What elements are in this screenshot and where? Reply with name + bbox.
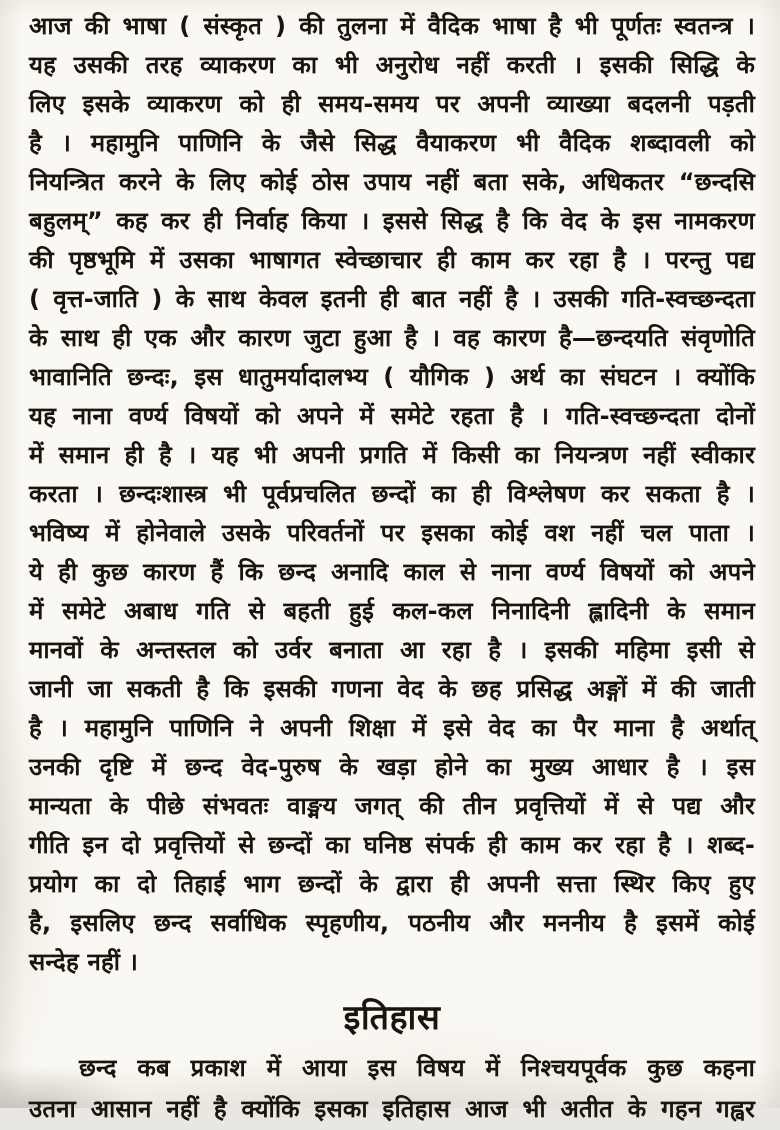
text-line: यह उसकी तरह व्याकरण का भी अनुरोध नहीं करती । इसकी सिद्धि के [29, 51, 755, 79]
text-line: यह नाना वर्ण्य विषयों को अपने में समेटे रहता है । गति-स्वच्छन्दता दोनों [29, 402, 755, 430]
text-line: की पृष्ठभूमि में उसका भाषागत स्वेच्छाचार ही काम कर रहा है । परन्तु पद्य [29, 246, 755, 274]
text-line: है । महामुनि पाणिनि ने अपनी शिक्षा में इसे वेद का पैर माना है अर्थात् [29, 714, 755, 742]
text-line: ये ही कुछ कारण हैं कि छन्द अनादि काल से नाना वर्ण्य विषयों को अपने [29, 558, 755, 586]
text-line: गीति इन दो प्रवृत्तियों से छन्दों का घनिष्ठ संपर्क ही काम कर रहा है । शब्द- [29, 831, 755, 859]
text-line: मान्यता के पीछे संभवतः वाङ्मय जगत् की तीन प्रवृत्तियों में से पद्य और [29, 792, 755, 820]
text-line: है । महामुनि पाणिनि के जैसे सिद्ध वैयाकरण भी वैदिक शब्दावली को [29, 129, 755, 157]
text-line: छन्द कब प्रकाश में आया इस विषय में निश्चयपूर्वक कुछ कहना [79, 1054, 755, 1082]
text-line: है, इसलिए छन्द सर्वाधिक स्पृहणीय, पठनीय और मननीय है इसमें कोई [29, 909, 755, 937]
text-line: जानी जा सकती है कि इसकी गणना वेद के छह प्रसिद्ध अङ्गों में की जाती [29, 675, 755, 703]
text-line: आज की भाषा ( संस्कृत ) की तुलना में वैदिक भाषा है भी पूर्णतः स्वतन्त्र । [29, 12, 755, 40]
text-line: में समेटे अबाध गति से बहती हुई कल-कल निनादिनी ह्लादिनी के समान [29, 597, 755, 625]
text-line: उनकी दृष्टि में छन्द वेद-पुरुष के खड़ा होने का मुख्य आधार है । इस [29, 753, 755, 781]
text-line: बहुलम्” कह कर ही निर्वाह किया । इससे सिद्ध है कि वेद के इस नामकरण [29, 207, 755, 235]
text-line: मानवों के अन्तस्तल को उर्वर बनाता आ रहा है । इसकी महिमा इसी से [29, 636, 755, 664]
text-line: भविष्य में होनेवाले उसके परिवर्तनों पर इसका कोई वश नहीं चल पाता । [29, 519, 755, 547]
text-line: करता । छन्दःशास्त्र भी पूर्वप्रचलित छन्दों का ही विश्लेषण कर सकता है । [29, 480, 755, 508]
text-line: लिए इसके व्याकरण को ही समय-समय पर अपनी व्याख्या बदलनी पड़ती [29, 90, 755, 118]
text-line: ( वृत्त-जाति ) के साथ केवल इतनी ही बात नहीं है । उसकी गति-स्वच्छन्दता [29, 285, 755, 313]
text-line: के साथ ही एक और कारण जुटा हुआ है । वह कारण है—छन्दयति संवृणोति [29, 324, 755, 352]
text-line: नियन्त्रित करने के लिए कोई ठोस उपाय नहीं बता सके, अधिकतर “छन्दसि [29, 168, 755, 196]
history-paragraph [29, 1048, 755, 1130]
text-line: भावानिति छन्दः, इस धातुमर्यादालभ्य ( यौगिक ) अर्थ का संघटन । क्योंकि [29, 363, 755, 391]
text-line: प्रयोग का दो तिहाई भाग छन्दों के द्वारा ही अपनी सत्ता स्थिर किए हुए [29, 870, 755, 898]
text-line: उतना आसान नहीं है क्योंकि इसका इतिहास आज भी अतीत के गहन गह्वर [29, 1095, 755, 1123]
section-heading: इतिहास [343, 998, 441, 1038]
text-line: सन्देह नहीं । [29, 948, 139, 976]
text-line: में समान ही है । यह भी अपनी प्रगति में किसी का नियन्त्रण नहीं स्वीकार [29, 441, 755, 469]
main-paragraph [29, 7, 755, 982]
